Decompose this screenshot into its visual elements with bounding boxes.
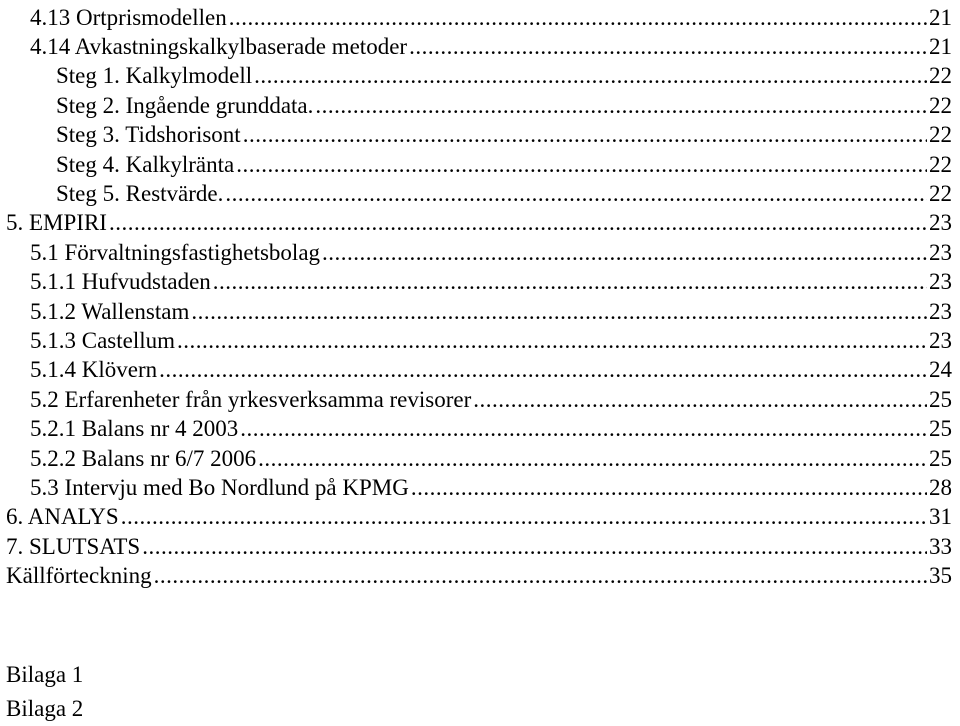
dot-leader (411, 474, 927, 501)
toc-entry[interactable] (30, 235, 952, 266)
toc-entry[interactable] (30, 411, 952, 442)
toc-entry-title: 4.14 Avkastningskalkylbaserade metoder (30, 34, 408, 59)
toc-entry[interactable] (30, 441, 952, 472)
dot-leader (142, 533, 927, 560)
toc-entry-title: 5.2.2 Balans nr 6/7 2006 (30, 446, 257, 471)
dot-leader (177, 327, 927, 354)
toc-entry-title: 5.3 Intervju med Bo Nordlund på KPMG (30, 475, 409, 500)
dot-leader (473, 386, 927, 413)
dot-leader (258, 445, 927, 472)
appendix-label: Bilaga 2 (6, 696, 84, 721)
dot-leader (322, 239, 927, 266)
toc-entry[interactable] (30, 470, 952, 501)
toc-entry-title: 5.1 Förvaltningsfastighetsbolag (30, 240, 321, 265)
toc-entry-page: 22 (929, 93, 952, 118)
toc-entry-page: 23 (929, 240, 952, 265)
toc-entry-page: 23 (929, 299, 952, 324)
toc-entry-title: Steg 1. Kalkylmodell (56, 63, 253, 88)
toc-entry[interactable] (30, 352, 952, 383)
toc-entry[interactable] (56, 176, 952, 207)
toc-entry-title: 6. ANALYS (6, 504, 119, 529)
toc-entry-title: 5.1.4 Klövern (30, 357, 158, 382)
toc-entry-page: 22 (929, 152, 952, 177)
dot-leader (121, 503, 927, 530)
toc-entry-page: 21 (929, 5, 952, 30)
toc-entry-title: Steg 2. Ingående grunddata. (56, 93, 314, 118)
toc-entry-title: 5.1.3 Castellum (30, 328, 176, 353)
toc-entry[interactable] (56, 88, 952, 119)
toc-entry-page: 22 (929, 181, 952, 206)
dot-leader (315, 92, 927, 119)
toc-entry[interactable] (30, 264, 952, 295)
toc-entry-page: 28 (929, 475, 952, 500)
dot-leader (225, 180, 927, 207)
toc-entry-title: 7. SLUTSATS (6, 534, 141, 559)
toc-entry[interactable] (6, 205, 952, 236)
toc-entry-title: 4.13 Ortprismodellen (30, 5, 227, 30)
toc-entry-title: Steg 3. Tidshorisont (56, 122, 241, 147)
toc-entry[interactable] (56, 117, 952, 148)
toc-entry-title: 5.2 Erfarenheter från yrkesverksamma revisorer (30, 387, 472, 412)
toc-entry-title: 5. EMPIRI (6, 210, 107, 235)
dot-leader (236, 151, 927, 178)
toc-entry-page: 25 (929, 416, 952, 441)
toc-entry[interactable] (30, 323, 952, 354)
dot-leader (229, 4, 927, 31)
dot-leader (240, 415, 927, 442)
toc-entry-title: Steg 5. Restvärde. (56, 181, 224, 206)
toc-entry[interactable] (6, 499, 952, 530)
toc-entry-page: 22 (929, 122, 952, 147)
toc-entry-page: 35 (929, 563, 952, 588)
dot-leader (243, 121, 927, 148)
toc-entry-page: 25 (929, 446, 952, 471)
toc-entry-title: Källförteckning (6, 563, 152, 588)
dot-leader (154, 562, 927, 589)
dot-leader (213, 268, 927, 295)
toc-entry-title: 5.2.1 Balans nr 4 2003 (30, 416, 239, 441)
toc-entry-page: 33 (929, 534, 952, 559)
toc-entry-page: 24 (929, 357, 952, 382)
toc-entry[interactable] (6, 558, 952, 589)
toc-entry[interactable] (30, 0, 952, 31)
toc-entry[interactable] (30, 382, 952, 413)
dot-leader (191, 298, 927, 325)
toc-entry-title: Steg 4. Kalkylränta (56, 152, 235, 177)
toc-entry[interactable] (56, 58, 952, 89)
dot-leader (409, 33, 927, 60)
toc-entry[interactable] (6, 529, 952, 560)
toc-entry-title: 5.1.2 Wallenstam (30, 299, 190, 324)
toc-entry-page: 31 (929, 504, 952, 529)
toc-entry-page: 22 (929, 63, 952, 88)
toc-entry-page: 23 (929, 210, 952, 235)
toc-entry-title: 5.1.1 Hufvudstaden (30, 269, 211, 294)
dot-leader (159, 356, 927, 383)
dot-leader (254, 62, 927, 89)
toc-entry-page: 23 (929, 328, 952, 353)
toc-entry[interactable] (56, 147, 952, 178)
toc-entry-page: 21 (929, 34, 952, 59)
toc-entry[interactable] (30, 29, 952, 60)
toc-entry-page: 23 (929, 269, 952, 294)
toc-entry-page: 25 (929, 387, 952, 412)
appendix-label: Bilaga 1 (6, 662, 84, 687)
dot-leader (109, 209, 927, 236)
toc-entry[interactable] (30, 294, 952, 325)
